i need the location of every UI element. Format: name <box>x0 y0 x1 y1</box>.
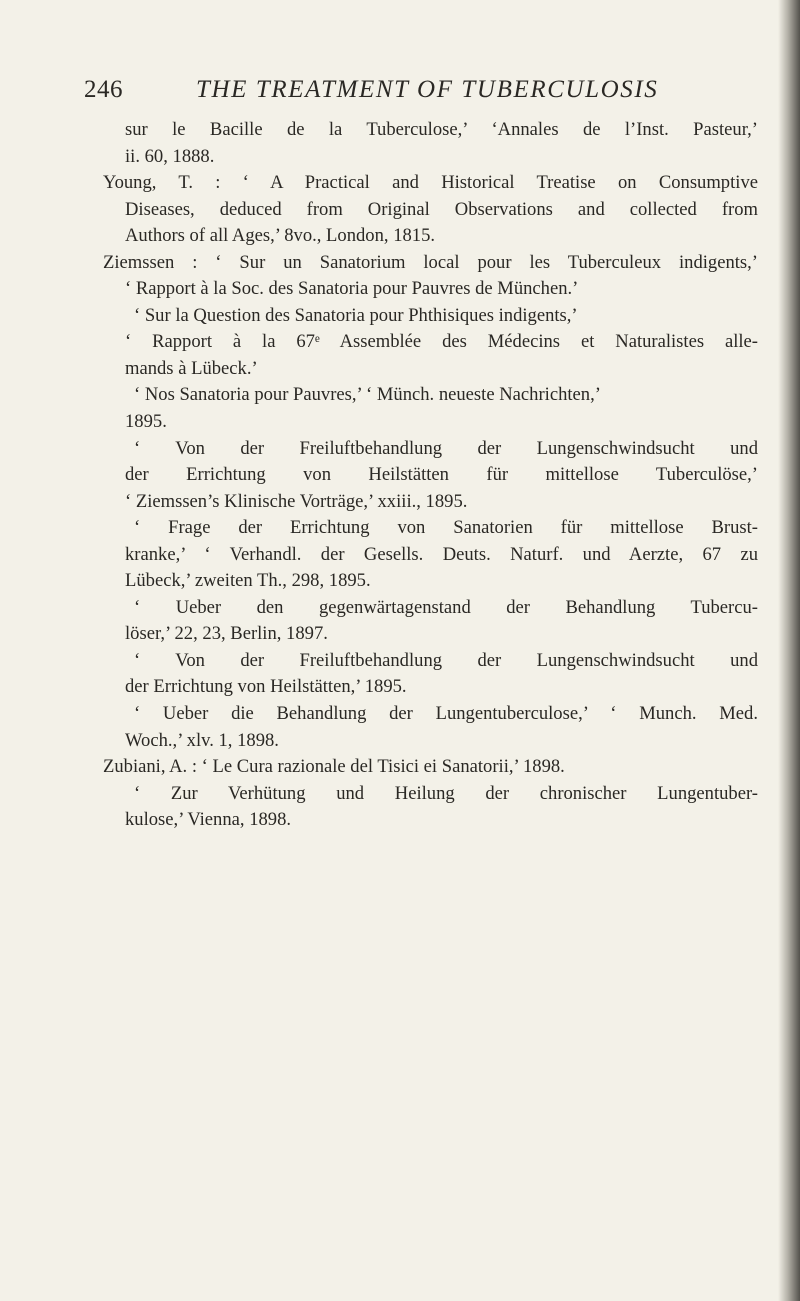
text-line: kranke,’ ‘ Verhandl. der Gesells. Deuts. Naturf. und Aerzte, 67 zu <box>125 543 758 565</box>
text-line: ‘ Ueber die Behandlung der Lungentuberculose,’ ‘ Munch. Med. <box>134 703 758 725</box>
text-line: Lübeck,’ zweiten Th., 298, 1895. <box>125 570 371 592</box>
text-line: mands à Lübeck.’ <box>125 357 258 379</box>
text-line: ‘ Sur la Question des Sanatoria pour Phthisiques indigents,’ <box>134 304 578 326</box>
text-line: ‘ Ueber den gegenwärtagenstand der Behandlung Tubercu- <box>134 596 758 618</box>
text-line: ‘ Von der Freiluftbehandlung der Lungenschwindsucht und <box>134 649 758 671</box>
text-line: ‘ Zur Verhütung und Heilung der chronischer Lungentuber- <box>134 782 758 804</box>
text-line: 1895. <box>125 411 167 433</box>
text-line: Young, T. : ‘ A Practical and Historical Treatise on Consumptive <box>103 172 758 194</box>
text-line: Woch.,’ xlv. 1, 1898. <box>125 729 279 751</box>
running-title: THE TREATMENT OF TUBERCULOSIS <box>196 76 659 103</box>
text-line: ‘ Rapport à la 67ᵉ Assemblée des Médecins et Naturalistes alle- <box>125 331 758 353</box>
text-line: Zubiani, A. : ‘ Le Cura razionale del Tisici ei Sanatorii,’ 1898. <box>103 756 565 778</box>
text-line: ‘ Ziemssen’s Klinische Vorträge,’ xxiii., 1895. <box>125 490 468 512</box>
text-line: der Errichtung von Heilstätten,’ 1895. <box>125 676 407 698</box>
page-header <box>84 76 704 110</box>
text-line: ‘ Nos Sanatoria pour Pauvres,’ ‘ Münch. neueste Nachrichten,’ <box>134 384 601 406</box>
bibliography-text <box>103 117 758 834</box>
text-line: sur le Bacille de la Tuberculose,’ ‘Annales de l’Inst. Pasteur,’ <box>125 119 758 140</box>
text-line: ii. 60, 1888. <box>125 145 215 167</box>
text-line: Diseases, deduced from Original Observations and collected from <box>125 198 758 220</box>
text-line: ‘ Von der Freiluftbehandlung der Lungenschwindsucht und <box>134 437 758 459</box>
text-line: der Errichtung von Heilstätten für mittellose Tuberculöse,’ <box>125 464 758 486</box>
text-line: kulose,’ Vienna, 1898. <box>125 809 292 831</box>
page-number: 246 <box>84 76 123 103</box>
text-line: löser,’ 22, 23, Berlin, 1897. <box>125 623 328 645</box>
text-line: Ziemssen : ‘ Sur un Sanatorium local pour les Tuberculeux indigents,’ <box>103 251 758 273</box>
text-line: ‘ Frage der Errichtung von Sanatorien für mittellose Brust- <box>134 517 758 539</box>
text-line: ‘ Rapport à la Soc. des Sanatoria pour Pauvres de München.’ <box>125 278 579 300</box>
text-line: Authors of all Ages,’ 8vo., London, 1815. <box>125 225 436 247</box>
page-edge-shadow <box>778 0 800 1301</box>
